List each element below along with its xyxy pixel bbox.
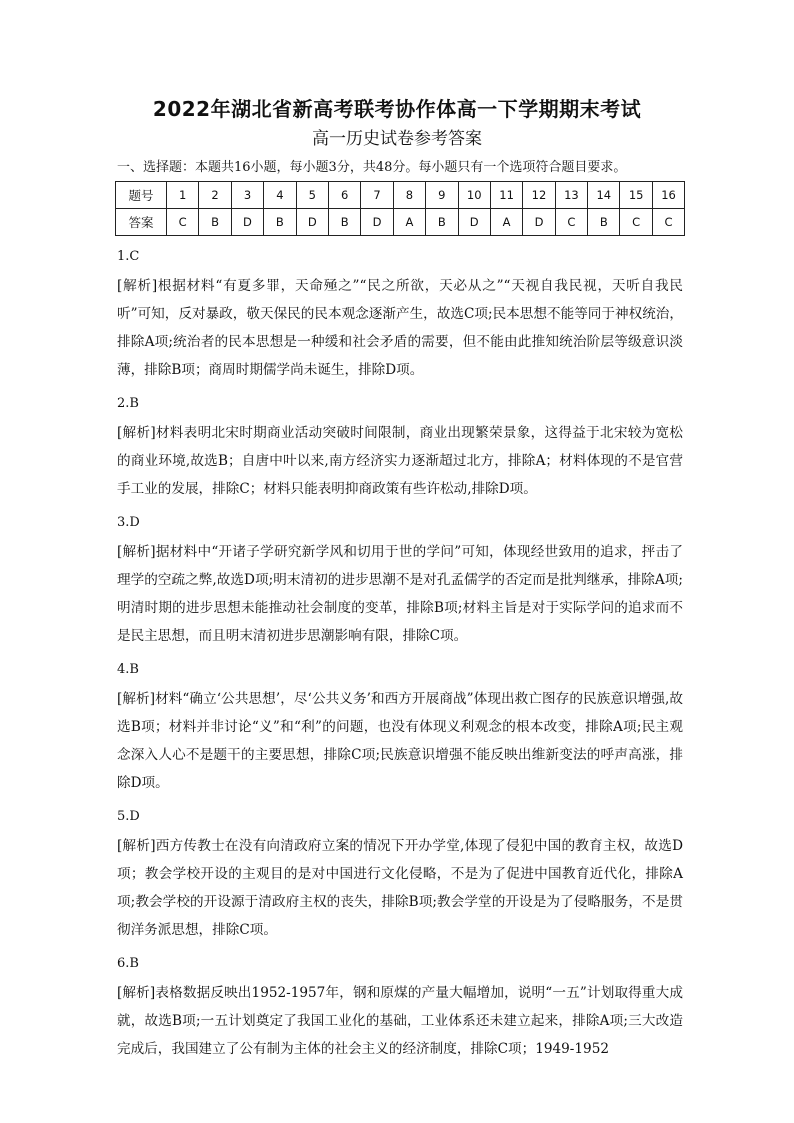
question-number-cell: 9 — [426, 182, 458, 209]
question-number: 5.D — [117, 809, 140, 824]
question-number-cell: 8 — [393, 182, 425, 209]
question-explanation: [解析]西方传教士在没有向清政府立案的情况下开办学堂,体现了侵犯中国的教育主权，故选D项；教会学校开设的主观目的是对中国进行文化侵略，不是为了促进中国教育近代化，排除A项;教会学校的开设源于清政府主权的丧失，排除B项;教会学堂的开设是为了侵略服务，不是贯彻洋务派思想，排除C项。 — [117, 838, 683, 938]
answer-cell: B — [588, 209, 620, 236]
question-number-cell: 2 — [199, 182, 231, 209]
answer-cell: A — [393, 209, 425, 236]
question-number: 2.B — [117, 396, 139, 411]
question-explanation: [解析]根据材料“有夏多罪，天命殛之”“民之所欲，天必从之”“天视自我民视，天听自我民听”可知，反对暴政，敬天保民的民本观念逐渐产生，故选C项;民本思想不能等同于神权统治，排除A项;统治者的民本思想是一种缓和社会矛盾的需要，但不能由此推知统治阶层等级意识淡薄，排除B项；商周时期儒学尚未诞生，排除D项。 — [117, 278, 683, 378]
answer-cell: D — [296, 209, 328, 236]
answer-cell: D — [523, 209, 555, 236]
question-explanation: [解析]据材料中“开诸子学研究新学风和切用于世的学问”可知，体现经世致用的追求，抨击了理学的空疏之弊,故选D项;明末清初的进步思潮不是对孔孟儒学的否定而是批判继承，排除A项;明清时期的进步思想未能推动社会制度的变革，排除B项;材料主旨是对于实际学问的追求而不是民主思想，而且明末清初进步思潮影响有限，排除C项。 — [117, 544, 683, 644]
document-subtitle: 高一历史试卷参考答案 — [312, 129, 482, 149]
question-number-cell: 5 — [296, 182, 328, 209]
document-title: 2022年湖北省新高考联考协作体高一下学期期末考试 — [152, 97, 642, 121]
answer-cell: B — [264, 209, 296, 236]
question-number-cell: 4 — [264, 182, 296, 209]
question-number-cell: 6 — [328, 182, 360, 209]
answer-cell: C — [620, 209, 652, 236]
question-number-cell: 15 — [620, 182, 652, 209]
answer-cell: C — [652, 209, 684, 236]
answer-cell: B — [199, 209, 231, 236]
question-number-cell: 13 — [555, 182, 587, 209]
question-number-cell: 16 — [652, 182, 684, 209]
answer-cell: C — [167, 209, 199, 236]
question-explanation: [解析]表格数据反映出1952-1957年，钢和原煤的产量大幅增加，说明“一五”计划取得重大成就，故选B项;一五计划奠定了我国工业化的基础，工业体系还未建立起来，排除A项;三大改造完成后，我国建立了公有制为主体的社会主义的经济制度，排除C项；1949-1952 — [117, 985, 683, 1057]
answer-table — [115, 181, 685, 236]
question-number-cell: 10 — [458, 182, 490, 209]
question-number-cell: 14 — [588, 182, 620, 209]
answer-cell: A — [490, 209, 522, 236]
question-number: 6.B — [117, 956, 139, 971]
answer-cell: D — [231, 209, 263, 236]
section-instruction: 一、选择题：本题共16小题，每小题3分，共48分。每小题只有一个选项符合题目要求。 — [117, 160, 627, 175]
question-number-cell: 12 — [523, 182, 555, 209]
answer-cell: D — [361, 209, 393, 236]
question-number-cell: 11 — [490, 182, 522, 209]
row-label-answer: 答案 — [116, 209, 167, 236]
question-explanation: [解析]材料“确立‘公共思想’，尽‘公共义务’和西方开展商战”体现出救亡图存的民族意识增强,故选B项；材料并非讨论“义”和“利”的问题，也没有体现义利观念的根本改变，排除A项;民主观念深入人心不是题干的主要思想，排除C项;民族意识增强不能反映出维新变法的呼声高涨，排除D项。 — [117, 691, 683, 791]
question-number: 3.D — [117, 515, 140, 530]
question-number-cell: 3 — [231, 182, 263, 209]
answer-explanations — [117, 244, 683, 1070]
question-number: 4.B — [117, 662, 139, 677]
question-explanation: [解析]材料表明北宋时期商业活动突破时间限制，商业出现繁荣景象，这得益于北宋较为宽松的商业环境,故选B；自唐中叶以来,南方经济实力逐渐超过北方，排除A；材料体现的不是官营手工业的发展，排除C；材料只能表明抑商政策有些许松动,排除D项。 — [117, 425, 683, 497]
answer-cell: B — [426, 209, 458, 236]
question-number: 1.C — [117, 249, 140, 264]
answer-cell: D — [458, 209, 490, 236]
answer-table-answer-row — [116, 209, 685, 236]
answer-cell: B — [328, 209, 360, 236]
question-number-cell: 1 — [167, 182, 199, 209]
row-label-number: 题号 — [116, 182, 167, 209]
question-number-cell: 7 — [361, 182, 393, 209]
answer-table-number-row — [116, 182, 685, 209]
answer-cell: C — [555, 209, 587, 236]
